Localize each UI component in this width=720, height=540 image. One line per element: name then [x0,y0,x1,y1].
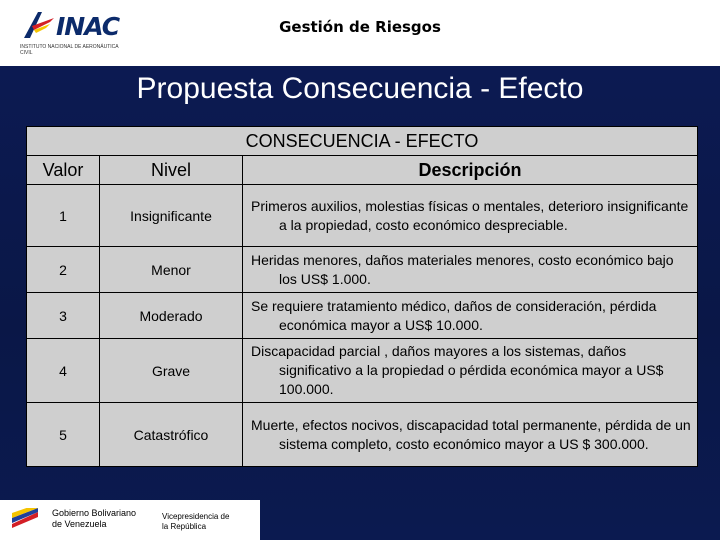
footer-gov-line1: Gobierno Bolivariano [52,508,137,518]
footer-vp-line2: la República [162,522,207,531]
footer-gov-line2: de Venezuela [52,519,107,529]
footer-government-text [52,508,136,530]
consequence-table [26,126,698,467]
cell-nivel: Catastrófico [100,403,243,467]
cell-nivel: Insignificante [100,185,243,247]
cell-descripcion [243,185,698,247]
cell-descripcion [243,339,698,403]
descripcion-text: Se requiere tratamiento médico, daños de consideración, pérdida económica mayor a US$ 10.000. [251,297,657,333]
cell-descripcion [243,247,698,293]
cell-nivel: Menor [100,247,243,293]
table-row [27,293,698,339]
venezuela-flag-icon [10,508,40,528]
descripcion-text: Muerte, efectos nocivos, discapacidad total permanente, pérdida de un sistema completo, costo económico mayor a US $ 300.000. [251,416,691,452]
descripcion-text: Discapacidad parcial , daños mayores a los sistemas, daños significativo a la propiedad o pérdida económica mayor a US$ 100.000. [251,343,664,397]
header-descripcion: Descripción [243,156,698,185]
footer-vicepresidency-text [162,512,229,532]
table-row [27,403,698,467]
cell-nivel: Grave [100,339,243,403]
table-row [27,247,698,293]
cell-descripcion [243,293,698,339]
descripcion-text: Heridas menores, daños materiales menores, costo económico bajo los US$ 1.000. [251,251,674,287]
header-valor: Valor [27,156,100,185]
footer-vp-line1: Vicepresidencia de [162,512,230,521]
table-header-row [27,156,698,185]
table-caption-row [27,127,698,156]
table-row [27,185,698,247]
cell-valor: 5 [27,403,100,467]
cell-valor: 1 [27,185,100,247]
logo-subtext: INSTITUTO NACIONAL DE AERONÁUTICA CIVIL [20,44,119,56]
table-caption: CONSECUENCIA - EFECTO [27,127,698,156]
cell-valor: 4 [27,339,100,403]
table-row [27,339,698,403]
logo-text: INAC [56,12,120,41]
cell-descripcion [243,403,698,467]
header-bar [0,0,720,66]
cell-nivel: Moderado [100,293,243,339]
descripcion-text: Primeros auxilios, molestias físicas o mentales, deterioro insignificante a la propiedad, costo económico despreciable. [251,197,689,233]
header-nivel: Nivel [100,156,243,185]
cell-valor: 2 [27,247,100,293]
header-title: Gestión de Riesgos [279,18,441,36]
cell-valor: 3 [27,293,100,339]
footer-bar [0,500,260,540]
slide-title: Propuesta Consecuencia - Efecto [136,72,584,105]
